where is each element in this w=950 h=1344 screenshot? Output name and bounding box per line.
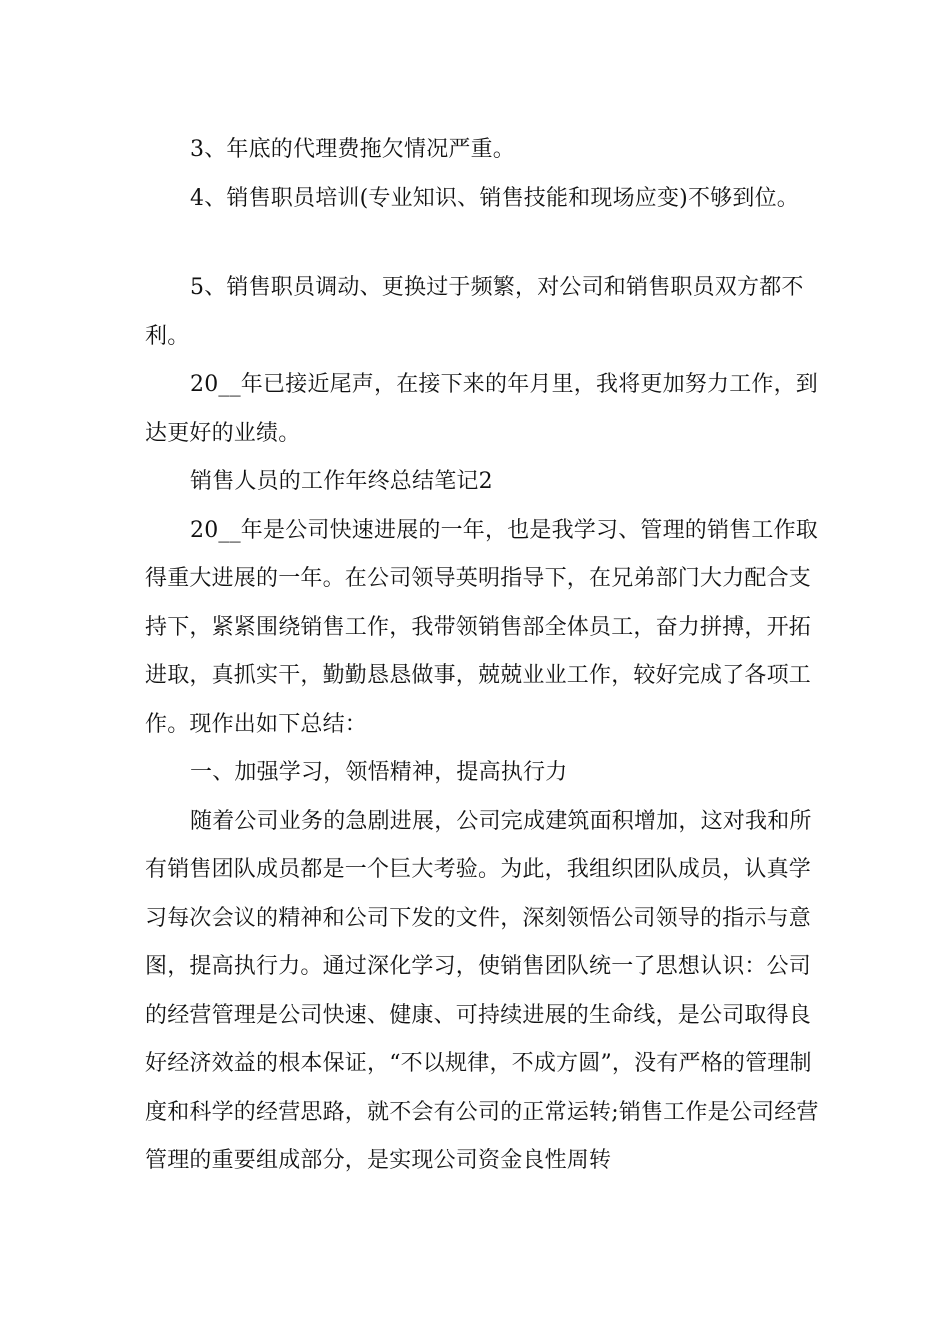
subheading-one: 一、加强学习，领悟精神，提高执行力	[190, 760, 568, 785]
paragraph-closing: 20__年已接近尾声，在接下来的年月里，我将更加努力工作，到达更好的业绩。	[145, 372, 818, 446]
paragraph-gap	[145, 223, 825, 264]
paragraph-item-5: 5、销售职员调动、更换过于频繁，对公司和销售职员双方都不利。	[145, 275, 804, 349]
paragraph-item-4: 4、销售职员培训(专业知识、销售技能和现场应变)不够到位。	[190, 185, 799, 211]
section-heading: 销售人员的工作年终总结笔记2	[190, 469, 493, 494]
paragraph-body: 随着公司业务的急剧进展，公司完成建筑面积增加，这对我和所有销售团队成员都是一个巨大考验。为此，我组织团队成员，认真学习每次会议的精神和公司下发的文件，深刻领悟公司领导的指示与意图，提高执行力。通过深化学习，使销售团队统一了思想认识：公司的经营管理是公司快速、健康、可持续进展的生命线，是公司取得良好经济效益的根本保证，“不以规律，不成方圆”，没有严格的管理制度和科学的经营思路，就不会有公司的正常运转;销售工作是公司经营管理的重要组成部分，是实现公司资金良性周转	[145, 808, 819, 1173]
paragraph-intro: 20__年是公司快速进展的一年，也是我学习、管理的销售工作取得重大进展的一年。在公司领导英明指导下，在兄弟部门大力配合支持下，紧紧围绕销售工作，我带领销售部全体员工，奋力拼搏，开拓进取，真抓实干，勤勤恳恳做事，兢兢业业工作，较好完成了各项工作。现作出如下总结：	[145, 517, 818, 737]
paragraph-item-3: 3、年底的代理费拖欠情况严重。	[190, 137, 515, 162]
document-body	[145, 126, 825, 1186]
